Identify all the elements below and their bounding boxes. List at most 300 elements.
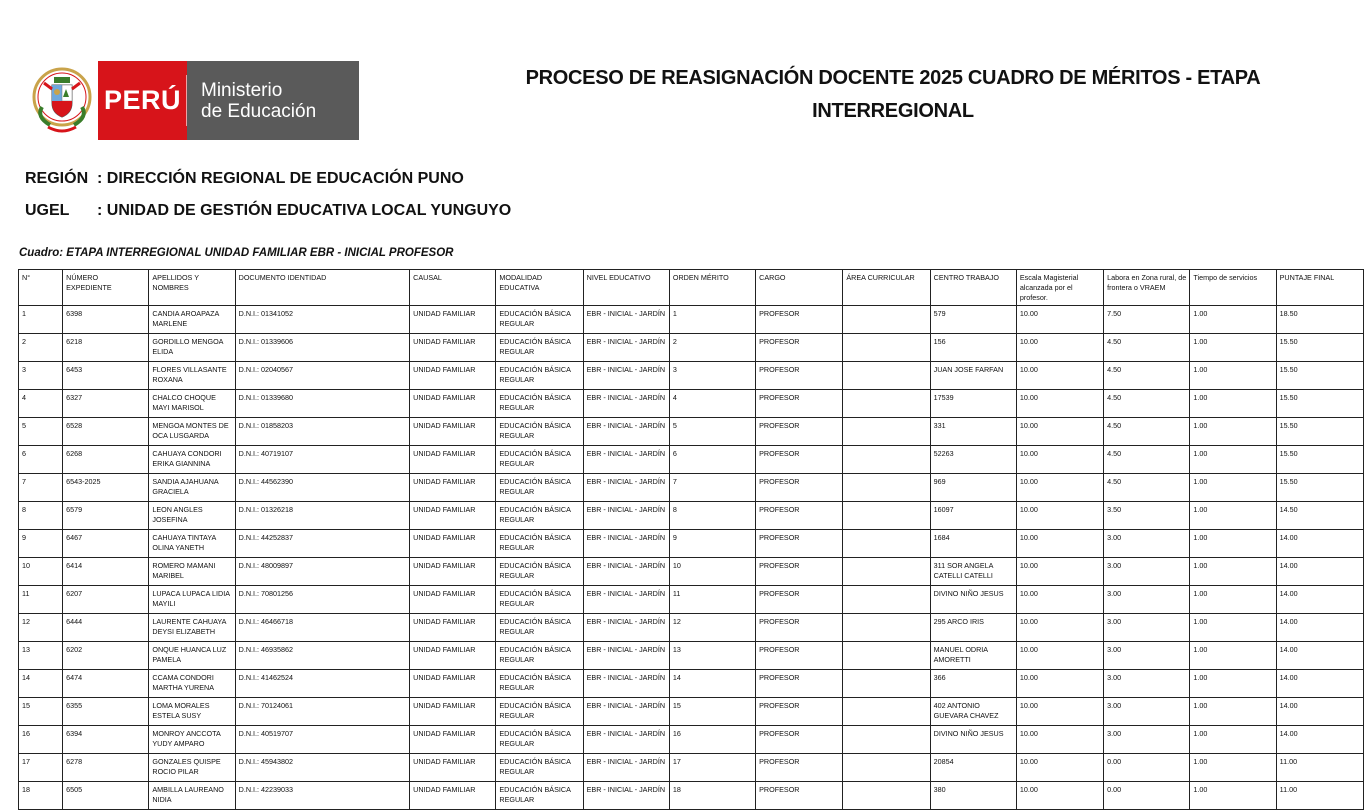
table-cell: 10.00 xyxy=(1016,390,1103,418)
table-cell: 6394 xyxy=(63,726,149,754)
table-cell: UNIDAD FAMILIAR xyxy=(410,446,496,474)
ugel-value: : UNIDAD DE GESTIÓN EDUCATIVA LOCAL YUNGUYO xyxy=(97,202,512,219)
table-cell: 10.00 xyxy=(1016,306,1103,334)
table-cell: 9 xyxy=(669,530,755,558)
table-cell: 6 xyxy=(669,446,755,474)
table-cell xyxy=(843,754,930,782)
column-header: Escala Magisterial alcanzada por el profesor. xyxy=(1016,270,1103,306)
table-cell: D.N.I.: 44252837 xyxy=(235,530,410,558)
table-cell: FLORES VILLASANTE ROXANA xyxy=(149,362,235,390)
table-row xyxy=(19,362,1364,390)
table-cell: 2 xyxy=(669,334,755,362)
table-cell: D.N.I.: 44562390 xyxy=(235,474,410,502)
table-cell xyxy=(843,362,930,390)
table-cell: D.N.I.: 01326218 xyxy=(235,502,410,530)
column-header: N° xyxy=(19,270,63,306)
table-cell: ONQUE HUANCA LUZ PAMELA xyxy=(149,642,235,670)
column-header: Labora en Zona rural, de frontera o VRAEM xyxy=(1104,270,1190,306)
table-cell: LAURENTE CAHUAYA DEYSI ELIZABETH xyxy=(149,614,235,642)
table-cell: 14.00 xyxy=(1276,726,1363,754)
table-cell: ROMERO MAMANI MARIBEL xyxy=(149,558,235,586)
table-cell: PROFESOR xyxy=(756,334,843,362)
table-cell: CHALCO CHOQUE MAYI MARISOL xyxy=(149,390,235,418)
table-cell: 1.00 xyxy=(1190,586,1276,614)
column-header: Tiempo de servicios xyxy=(1190,270,1276,306)
table-cell: EDUCACIÓN BÁSICA REGULAR xyxy=(496,558,583,586)
table-cell: EBR - INICIAL - JARDÍN xyxy=(583,586,669,614)
table-cell: GORDILLO MENGOA ELIDA xyxy=(149,334,235,362)
table-cell xyxy=(843,502,930,530)
table-cell: PROFESOR xyxy=(756,474,843,502)
table-cell: 10.00 xyxy=(1016,502,1103,530)
table-cell: EDUCACIÓN BÁSICA REGULAR xyxy=(496,642,583,670)
table-cell: 6467 xyxy=(63,530,149,558)
table-cell xyxy=(843,670,930,698)
table-cell: UNIDAD FAMILIAR xyxy=(410,670,496,698)
table-cell: 10.00 xyxy=(1016,474,1103,502)
table-cell: D.N.I.: 46466718 xyxy=(235,614,410,642)
table-cell: 4.50 xyxy=(1104,334,1190,362)
table-cell: 1 xyxy=(19,306,63,334)
table-header-row xyxy=(19,270,1364,306)
table-cell: 295 ARCO IRIS xyxy=(930,614,1016,642)
table-cell: 6414 xyxy=(63,558,149,586)
table-cell xyxy=(843,474,930,502)
table-cell: 1.00 xyxy=(1190,726,1276,754)
logo-peru-label: PERÚ xyxy=(103,85,181,115)
table-cell: PROFESOR xyxy=(756,614,843,642)
table-cell: 10.00 xyxy=(1016,782,1103,810)
table-cell: 1.00 xyxy=(1190,754,1276,782)
table-cell: EBR - INICIAL - JARDÍN xyxy=(583,502,669,530)
table-cell: 156 xyxy=(930,334,1016,362)
table-cell: PROFESOR xyxy=(756,782,843,810)
table-cell xyxy=(843,530,930,558)
table-cell: EDUCACIÓN BÁSICA REGULAR xyxy=(496,502,583,530)
table-cell xyxy=(843,726,930,754)
ugel-line xyxy=(25,202,511,220)
table-cell: EDUCACIÓN BÁSICA REGULAR xyxy=(496,782,583,810)
table-cell: PROFESOR xyxy=(756,586,843,614)
table-cell: 6444 xyxy=(63,614,149,642)
table-cell: 10.00 xyxy=(1016,530,1103,558)
table-cell: 6505 xyxy=(63,782,149,810)
table-cell: GONZALES QUISPE ROCIO PILAR xyxy=(149,754,235,782)
table-cell: 10.00 xyxy=(1016,418,1103,446)
column-header: NÚMERO EXPEDIENTE xyxy=(63,270,149,306)
table-cell: 20854 xyxy=(930,754,1016,782)
table-cell: 579 xyxy=(930,306,1016,334)
table-cell: SANDIA AJAHUANA GRACIELA xyxy=(149,474,235,502)
table-cell xyxy=(843,782,930,810)
table-cell: 15.50 xyxy=(1276,362,1363,390)
table-cell: 10.00 xyxy=(1016,670,1103,698)
table-cell: 11.00 xyxy=(1276,754,1363,782)
table-cell: EBR - INICIAL - JARDÍN xyxy=(583,614,669,642)
table-cell: 17 xyxy=(19,754,63,782)
table-cell: CANDIA AROAPAZA MARLENE xyxy=(149,306,235,334)
table-cell: EBR - INICIAL - JARDÍN xyxy=(583,726,669,754)
table-cell: 2 xyxy=(19,334,63,362)
table-cell: 6398 xyxy=(63,306,149,334)
table-cell: D.N.I.: 40519707 xyxy=(235,726,410,754)
table-cell: 10.00 xyxy=(1016,446,1103,474)
table-cell: 17 xyxy=(669,754,755,782)
table-cell: EBR - INICIAL - JARDÍN xyxy=(583,474,669,502)
table-cell: 6579 xyxy=(63,502,149,530)
table-cell: 52263 xyxy=(930,446,1016,474)
table-cell: 6 xyxy=(19,446,63,474)
region-label: REGIÓN xyxy=(25,170,89,187)
table-cell: 1.00 xyxy=(1190,334,1276,362)
table-cell: EBR - INICIAL - JARDÍN xyxy=(583,530,669,558)
table-cell: 14.00 xyxy=(1276,586,1363,614)
table-cell: 10.00 xyxy=(1016,334,1103,362)
table-cell: MENGOA MONTES DE OCA LUSGARDA xyxy=(149,418,235,446)
table-cell: D.N.I.: 01858203 xyxy=(235,418,410,446)
table-cell: 6268 xyxy=(63,446,149,474)
table-row xyxy=(19,782,1364,810)
minedu-logo xyxy=(26,61,359,140)
table-cell: 6202 xyxy=(63,642,149,670)
table-cell: UNIDAD FAMILIAR xyxy=(410,418,496,446)
table-row xyxy=(19,530,1364,558)
table-cell: EBR - INICIAL - JARDÍN xyxy=(583,418,669,446)
table-cell: UNIDAD FAMILIAR xyxy=(410,334,496,362)
table-cell: EBR - INICIAL - JARDÍN xyxy=(583,642,669,670)
table-cell: EDUCACIÓN BÁSICA REGULAR xyxy=(496,474,583,502)
table-cell: 6218 xyxy=(63,334,149,362)
table-cell xyxy=(843,390,930,418)
table-cell: 11 xyxy=(669,586,755,614)
table-cell: 3.00 xyxy=(1104,530,1190,558)
table-cell: PROFESOR xyxy=(756,362,843,390)
table-cell: 14 xyxy=(19,670,63,698)
merit-table xyxy=(18,269,1364,810)
column-header: DOCUMENTO IDENTIDAD xyxy=(235,270,410,306)
table-cell: PROFESOR xyxy=(756,530,843,558)
table-cell: 10.00 xyxy=(1016,726,1103,754)
table-cell: D.N.I.: 41462524 xyxy=(235,670,410,698)
table-cell xyxy=(843,698,930,726)
table-cell: 4 xyxy=(19,390,63,418)
table-cell: D.N.I.: 01339680 xyxy=(235,390,410,418)
table-cell: 10.00 xyxy=(1016,614,1103,642)
table-cell: 18 xyxy=(669,782,755,810)
table-cell: EDUCACIÓN BÁSICA REGULAR xyxy=(496,726,583,754)
table-cell xyxy=(843,446,930,474)
column-header: ORDEN MÉRITO xyxy=(669,270,755,306)
table-cell: 3.00 xyxy=(1104,642,1190,670)
region-value: : DIRECCIÓN REGIONAL DE EDUCACIÓN PUNO xyxy=(97,170,464,187)
table-cell: PROFESOR xyxy=(756,754,843,782)
table-cell: 3.00 xyxy=(1104,670,1190,698)
table-cell: EDUCACIÓN BÁSICA REGULAR xyxy=(496,362,583,390)
ugel-label: UGEL xyxy=(25,202,70,219)
logo-ministry-text xyxy=(187,61,359,140)
table-cell: EBR - INICIAL - JARDÍN xyxy=(583,782,669,810)
logo-peru-text xyxy=(98,61,187,140)
table-cell: 5 xyxy=(669,418,755,446)
table-cell: LOMA MORALES ESTELA SUSY xyxy=(149,698,235,726)
table-cell: 8 xyxy=(19,502,63,530)
table-cell xyxy=(843,642,930,670)
table-row xyxy=(19,418,1364,446)
table-cell: 1.00 xyxy=(1190,502,1276,530)
table-cell: UNIDAD FAMILIAR xyxy=(410,642,496,670)
table-cell: EBR - INICIAL - JARDÍN xyxy=(583,698,669,726)
column-header: APELLIDOS Y NOMBRES xyxy=(149,270,235,306)
table-cell: UNIDAD FAMILIAR xyxy=(410,530,496,558)
table-cell: 6474 xyxy=(63,670,149,698)
table-cell: LEON ANGLES JOSEFINA xyxy=(149,502,235,530)
column-header: PUNTAJE FINAL xyxy=(1276,270,1363,306)
column-header: CAUSAL xyxy=(410,270,496,306)
table-cell: 3.00 xyxy=(1104,558,1190,586)
table-cell: 10.00 xyxy=(1016,558,1103,586)
logo-ministry-line2: de Educación xyxy=(201,100,317,122)
table-cell: 13 xyxy=(669,642,755,670)
table-cell: PROFESOR xyxy=(756,446,843,474)
table-cell: 10.00 xyxy=(1016,698,1103,726)
table-cell: 5 xyxy=(19,418,63,446)
table-row xyxy=(19,306,1364,334)
table-cell: EDUCACIÓN BÁSICA REGULAR xyxy=(496,334,583,362)
table-cell: 10.00 xyxy=(1016,754,1103,782)
table-cell: 6355 xyxy=(63,698,149,726)
table-cell: LUPACA LUPACA LIDIA MAYILI xyxy=(149,586,235,614)
table-cell: UNIDAD FAMILIAR xyxy=(410,586,496,614)
table-cell: 10.00 xyxy=(1016,642,1103,670)
table-cell: PROFESOR xyxy=(756,418,843,446)
table-cell: CAHUAYA CONDORI ERIKA GIANNINA xyxy=(149,446,235,474)
table-cell: 1684 xyxy=(930,530,1016,558)
table-cell: 16 xyxy=(669,726,755,754)
table-cell: PROFESOR xyxy=(756,502,843,530)
table-cell: CCAMA CONDORI MARTHA YURENA xyxy=(149,670,235,698)
column-header: ÁREA CURRICULAR xyxy=(843,270,930,306)
table-cell: 4.50 xyxy=(1104,418,1190,446)
table-cell: EBR - INICIAL - JARDÍN xyxy=(583,390,669,418)
region-line xyxy=(25,170,464,188)
table-row xyxy=(19,586,1364,614)
table-cell: EBR - INICIAL - JARDÍN xyxy=(583,754,669,782)
table-cell: 4.50 xyxy=(1104,474,1190,502)
table-cell: 15 xyxy=(669,698,755,726)
table-cell: 3.00 xyxy=(1104,586,1190,614)
table-cell: 15.50 xyxy=(1276,334,1363,362)
table-row xyxy=(19,614,1364,642)
table-cell: EDUCACIÓN BÁSICA REGULAR xyxy=(496,698,583,726)
table-cell: UNIDAD FAMILIAR xyxy=(410,726,496,754)
table-cell: 14.00 xyxy=(1276,558,1363,586)
table-cell: 4.50 xyxy=(1104,362,1190,390)
table-cell: 1.00 xyxy=(1190,306,1276,334)
cuadro-caption: Cuadro: ETAPA INTERREGIONAL UNIDAD FAMILIAR EBR - INICIAL PROFESOR xyxy=(19,247,454,259)
table-body xyxy=(19,306,1364,810)
table-cell: 1.00 xyxy=(1190,362,1276,390)
table-cell: D.N.I.: 46935862 xyxy=(235,642,410,670)
table-cell: 6528 xyxy=(63,418,149,446)
table-cell: 7 xyxy=(669,474,755,502)
table-cell: 14.00 xyxy=(1276,614,1363,642)
table-cell xyxy=(843,558,930,586)
table-cell: 1.00 xyxy=(1190,390,1276,418)
table-row xyxy=(19,558,1364,586)
table-cell: UNIDAD FAMILIAR xyxy=(410,474,496,502)
table-cell: 14.00 xyxy=(1276,642,1363,670)
table-cell: EDUCACIÓN BÁSICA REGULAR xyxy=(496,586,583,614)
coat-of-arms-icon xyxy=(26,61,98,140)
table-cell: 3 xyxy=(19,362,63,390)
table-cell: EDUCACIÓN BÁSICA REGULAR xyxy=(496,754,583,782)
table-cell: 0.00 xyxy=(1104,782,1190,810)
table-cell: 12 xyxy=(669,614,755,642)
table-cell: 15.50 xyxy=(1276,418,1363,446)
table-row xyxy=(19,698,1364,726)
table-cell: 1.00 xyxy=(1190,446,1276,474)
table-cell: 10.00 xyxy=(1016,586,1103,614)
table-cell: UNIDAD FAMILIAR xyxy=(410,390,496,418)
table-cell: 16097 xyxy=(930,502,1016,530)
table-cell: D.N.I.: 42239033 xyxy=(235,782,410,810)
table-cell: UNIDAD FAMILIAR xyxy=(410,614,496,642)
table-cell: D.N.I.: 70801256 xyxy=(235,586,410,614)
table-cell: 4 xyxy=(669,390,755,418)
table-cell: UNIDAD FAMILIAR xyxy=(410,558,496,586)
table-cell: 10 xyxy=(669,558,755,586)
table-cell: 1.00 xyxy=(1190,530,1276,558)
table-cell: UNIDAD FAMILIAR xyxy=(410,502,496,530)
table-cell xyxy=(843,306,930,334)
table-cell xyxy=(843,586,930,614)
table-cell: 1.00 xyxy=(1190,474,1276,502)
table-cell: EBR - INICIAL - JARDÍN xyxy=(583,306,669,334)
table-row xyxy=(19,642,1364,670)
table-cell: EBR - INICIAL - JARDÍN xyxy=(583,362,669,390)
table-row xyxy=(19,334,1364,362)
logo-ministry-line1: Ministerio xyxy=(201,79,283,101)
table-cell: MONROY ANCCOTA YUDY AMPARO xyxy=(149,726,235,754)
table-row xyxy=(19,390,1364,418)
table-cell xyxy=(843,614,930,642)
table-cell: EBR - INICIAL - JARDÍN xyxy=(583,670,669,698)
table-cell: 15.50 xyxy=(1276,446,1363,474)
table-cell: 3.00 xyxy=(1104,726,1190,754)
table-cell: D.N.I.: 02040567 xyxy=(235,362,410,390)
table-cell: 13 xyxy=(19,642,63,670)
table-cell: PROFESOR xyxy=(756,698,843,726)
table-cell: 6543-2025 xyxy=(63,474,149,502)
table-cell: 1 xyxy=(669,306,755,334)
table-cell: 1.00 xyxy=(1190,670,1276,698)
table-cell: AMBILLA LAUREANO NIDIA xyxy=(149,782,235,810)
table-cell: 18.50 xyxy=(1276,306,1363,334)
table-cell: EBR - INICIAL - JARDÍN xyxy=(583,334,669,362)
table-cell: 17539 xyxy=(930,390,1016,418)
column-header: CENTRO TRABAJO xyxy=(930,270,1016,306)
table-cell: 12 xyxy=(19,614,63,642)
table-cell: PROFESOR xyxy=(756,306,843,334)
table-cell: UNIDAD FAMILIAR xyxy=(410,362,496,390)
table-cell: CAHUAYA TINTAYA OLINA YANETH xyxy=(149,530,235,558)
table-row xyxy=(19,726,1364,754)
table-cell: 366 xyxy=(930,670,1016,698)
table-cell: EBR - INICIAL - JARDÍN xyxy=(583,558,669,586)
table-cell: 0.00 xyxy=(1104,754,1190,782)
table-cell: EDUCACIÓN BÁSICA REGULAR xyxy=(496,306,583,334)
table-cell: PROFESOR xyxy=(756,558,843,586)
table-cell: D.N.I.: 01341052 xyxy=(235,306,410,334)
table-cell: 15.50 xyxy=(1276,390,1363,418)
table-cell: PROFESOR xyxy=(756,726,843,754)
table-cell: 402 ANTONIO GUEVARA CHAVEZ xyxy=(930,698,1016,726)
table-cell: 3.00 xyxy=(1104,698,1190,726)
table-cell: 1.00 xyxy=(1190,614,1276,642)
table-cell: D.N.I.: 01339606 xyxy=(235,334,410,362)
document-title: PROCESO DE REASIGNACIÓN DOCENTE 2025 CUADRO DE MÉRITOS - ETAPA INTERREGIONAL xyxy=(525,67,1261,122)
table-cell: 969 xyxy=(930,474,1016,502)
table-cell: PROFESOR xyxy=(756,390,843,418)
table-cell: 14 xyxy=(669,670,755,698)
table-cell: EDUCACIÓN BÁSICA REGULAR xyxy=(496,670,583,698)
table-cell: JUAN JOSE FARFAN xyxy=(930,362,1016,390)
table-cell: 9 xyxy=(19,530,63,558)
table-cell xyxy=(843,334,930,362)
table-cell: 6327 xyxy=(63,390,149,418)
table-cell: 331 xyxy=(930,418,1016,446)
table-cell: PROFESOR xyxy=(756,670,843,698)
table-cell: 3 xyxy=(669,362,755,390)
table-cell: D.N.I.: 45943802 xyxy=(235,754,410,782)
table-cell: 11 xyxy=(19,586,63,614)
table-cell: 7 xyxy=(19,474,63,502)
table-cell xyxy=(843,418,930,446)
table-cell: EBR - INICIAL - JARDÍN xyxy=(583,446,669,474)
table-cell: 15 xyxy=(19,698,63,726)
table-cell: UNIDAD FAMILIAR xyxy=(410,754,496,782)
table-cell: 4.50 xyxy=(1104,446,1190,474)
table-cell: DIVINO NIÑO JESUS xyxy=(930,726,1016,754)
table-cell: D.N.I.: 70124061 xyxy=(235,698,410,726)
table-cell: 6207 xyxy=(63,586,149,614)
table-cell: 7.50 xyxy=(1104,306,1190,334)
table-cell: UNIDAD FAMILIAR xyxy=(410,306,496,334)
table-cell: UNIDAD FAMILIAR xyxy=(410,698,496,726)
table-cell: 6453 xyxy=(63,362,149,390)
table-cell: 1.00 xyxy=(1190,642,1276,670)
table-cell: EDUCACIÓN BÁSICA REGULAR xyxy=(496,530,583,558)
table-cell: 380 xyxy=(930,782,1016,810)
table-cell: 14.00 xyxy=(1276,670,1363,698)
table-cell: 10.00 xyxy=(1016,362,1103,390)
table-cell: 1.00 xyxy=(1190,782,1276,810)
table-cell: 15.50 xyxy=(1276,474,1363,502)
table-cell: 10 xyxy=(19,558,63,586)
table-cell: 14.00 xyxy=(1276,698,1363,726)
table-row xyxy=(19,670,1364,698)
table-cell: 11.00 xyxy=(1276,782,1363,810)
table-cell: UNIDAD FAMILIAR xyxy=(410,782,496,810)
table-row xyxy=(19,474,1364,502)
column-header: NIVEL EDUCATIVO xyxy=(583,270,669,306)
table-cell: EDUCACIÓN BÁSICA REGULAR xyxy=(496,418,583,446)
table-cell: DIVINO NIÑO JESUS xyxy=(930,586,1016,614)
table-row xyxy=(19,502,1364,530)
table-row xyxy=(19,754,1364,782)
table-cell: EDUCACIÓN BÁSICA REGULAR xyxy=(496,390,583,418)
table-cell: 1.00 xyxy=(1190,418,1276,446)
